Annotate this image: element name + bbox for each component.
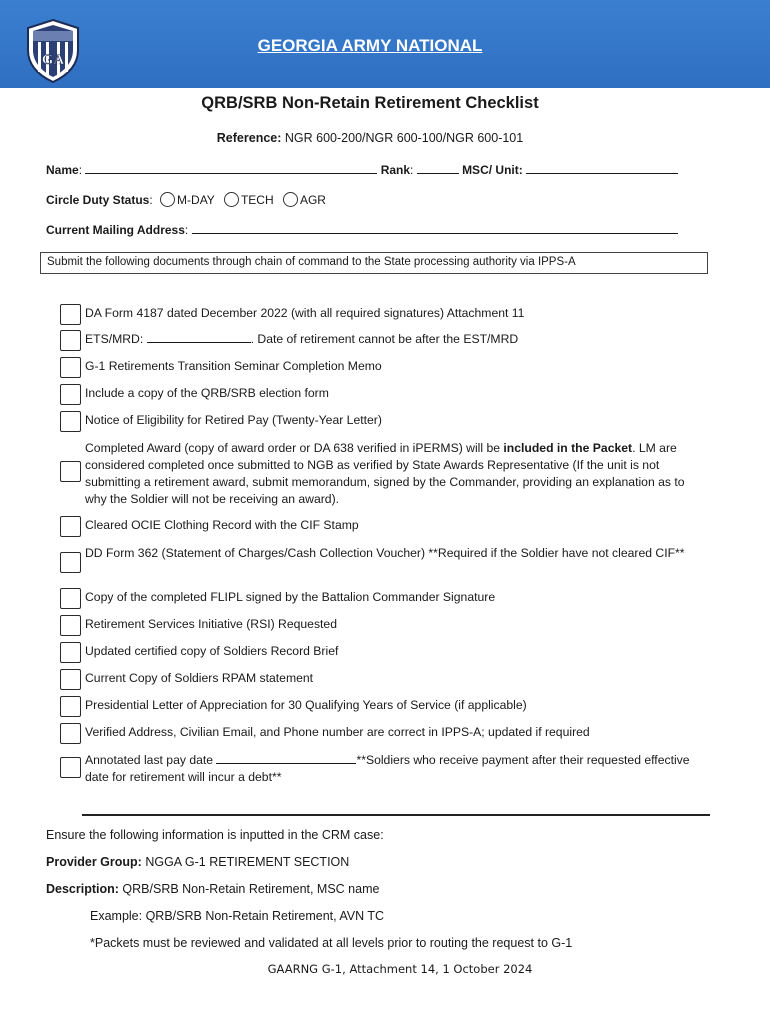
reference-line — [0, 131, 740, 145]
checklist-checkbox[interactable] — [60, 615, 81, 636]
address-label: Current Mailing Address — [46, 223, 185, 237]
page-title: QRB/SRB Non-Retain Retirement Checklist — [201, 94, 539, 112]
checklist-item-text: Copy of the completed FLIPL signed by the Battalion Commander Signature — [85, 590, 496, 604]
checklist-item-text: Updated certified copy of Soldiers Record Brief — [85, 644, 339, 658]
checklist-checkbox[interactable] — [60, 330, 81, 351]
duty-mday-radio[interactable] — [160, 192, 175, 207]
section-divider — [82, 814, 710, 816]
duty-tech-radio[interactable] — [224, 192, 239, 207]
checklist-checkbox[interactable] — [60, 304, 81, 325]
checklist-checkbox[interactable] — [60, 588, 81, 609]
last-pay-date-field[interactable] — [216, 752, 356, 764]
page-footer: GAARNG G-1, Attachment 14, 1 October 2024 — [267, 962, 533, 976]
address-field[interactable] — [192, 222, 678, 234]
duty-status-row: Circle Duty Status: M-DAY TECH AGR — [46, 193, 326, 207]
example-line: Example: QRB/SRB Non-Retain Retirement, AVN TC — [90, 909, 385, 923]
name-label: Name — [46, 163, 79, 177]
checklist-checkbox[interactable] — [60, 411, 81, 432]
seal-letters: GA — [41, 52, 65, 68]
etsmrd-note: . Date of retirement cannot be after the EST/MRD — [250, 332, 519, 346]
review-note: *Packets must be reviewed and validated at all levels prior to routing the request to G-1 — [90, 936, 573, 950]
checklist-checkbox[interactable] — [60, 384, 81, 405]
checklist-item-text: G-1 Retirements Transition Seminar Completion Memo — [85, 359, 382, 373]
etsmrd-field[interactable] — [147, 331, 251, 343]
etsmrd-label: ETS/MRD: — [85, 332, 147, 346]
checklist-item-text: DA Form 4187 dated December 2022 (with all required signatures) Attachment 11 — [85, 306, 525, 320]
description-line — [46, 882, 379, 896]
checklist-checkbox[interactable] — [60, 696, 81, 717]
checklist-checkbox[interactable] — [60, 552, 81, 573]
reference-value: NGR 600-200/NGR 600-100/NGR 600-101 — [284, 131, 524, 145]
provider-group-value: NGGA G-1 RETIREMENT SECTION — [145, 855, 350, 869]
header-banner — [0, 0, 770, 88]
checklist-item-text — [85, 752, 700, 786]
checklist-item-text: DD Form 362 (Statement of Charges/Cash Collection Voucher) **Required if the Soldier have not cleared CIF** — [85, 546, 685, 560]
checklist-checkbox[interactable] — [60, 357, 81, 378]
crm-intro: Ensure the following information is inputted in the CRM case: — [46, 828, 384, 842]
checklist-item-text: Retirement Services Initiative (RSI) Requested — [85, 617, 337, 631]
description-value: QRB/SRB Non-Retain Retirement, MSC name — [122, 882, 380, 896]
last-pay-label: Annotated last pay date — [85, 753, 217, 767]
checklist-item-text: Include a copy of the QRB/SRB election form — [85, 386, 329, 400]
checklist-checkbox[interactable] — [60, 461, 81, 482]
address-row: Current Mailing Address: — [46, 222, 678, 237]
rank-field[interactable] — [417, 162, 459, 174]
reference-label: Reference: — [216, 131, 282, 145]
msc-label: MSC/ Unit: — [462, 163, 523, 177]
rank-label: Rank — [380, 163, 411, 177]
checklist-item-text — [85, 440, 700, 508]
checklist-item-text — [85, 331, 700, 348]
provider-group-line — [46, 855, 349, 869]
name-rank-row: Name: Rank: MSC/ Unit: — [46, 162, 678, 177]
checklist-item-text: Current Copy of Soldiers RPAM statement — [85, 671, 314, 685]
checklist-checkbox[interactable] — [60, 642, 81, 663]
award-text-start: Completed Award (copy of award order or DA 638 verified in iPERMS) will be — [85, 441, 504, 455]
duty-mday-label: M-DAY — [177, 193, 215, 207]
checklist-item-text: Presidential Letter of Appreciation for 30 Qualifying Years of Service (if applicable) — [85, 698, 527, 712]
checklist-item-text: Notice of Eligibility for Retired Pay (Twenty-Year Letter) — [85, 413, 382, 427]
msc-unit-field[interactable] — [526, 162, 678, 174]
duty-agr-label: AGR — [299, 193, 326, 207]
instruction-box: Submit the following documents through chain of command to the State processing authority via IPPS-A — [40, 252, 708, 274]
duty-agr-radio[interactable] — [283, 192, 298, 207]
checklist-checkbox[interactable] — [60, 757, 81, 778]
last-pay-note: **Soldiers who receive payment after their requested effective date for retirement will incur a debt** — [85, 753, 690, 784]
award-text-end: . LM are considered completed once submitted to NGB as verified by State Awards Representative (If the unit is not submitting a retirement award, submit memorandum, signed by the Commander, providing an explanation as to why the Soldier will not be receiving an award). — [85, 441, 685, 506]
org-title: GEORGIA ARMY NATIONAL — [257, 36, 483, 55]
provider-group-label: Provider Group: — [46, 855, 142, 869]
checklist-checkbox[interactable] — [60, 723, 81, 744]
checklist-checkbox[interactable] — [60, 669, 81, 690]
award-text-bold: included in the Packet — [503, 441, 633, 455]
checklist-checkbox[interactable] — [60, 516, 81, 537]
checklist-item-text: Cleared OCIE Clothing Record with the CIF Stamp — [85, 518, 359, 532]
checklist-item-text: Verified Address, Civilian Email, and Phone number are correct in IPPS-A; updated if required — [85, 725, 590, 739]
duty-tech-label: TECH — [240, 193, 274, 207]
name-field[interactable] — [85, 162, 377, 174]
duty-status-label: Circle Duty Status — [46, 193, 150, 207]
description-label: Description: — [46, 882, 119, 896]
